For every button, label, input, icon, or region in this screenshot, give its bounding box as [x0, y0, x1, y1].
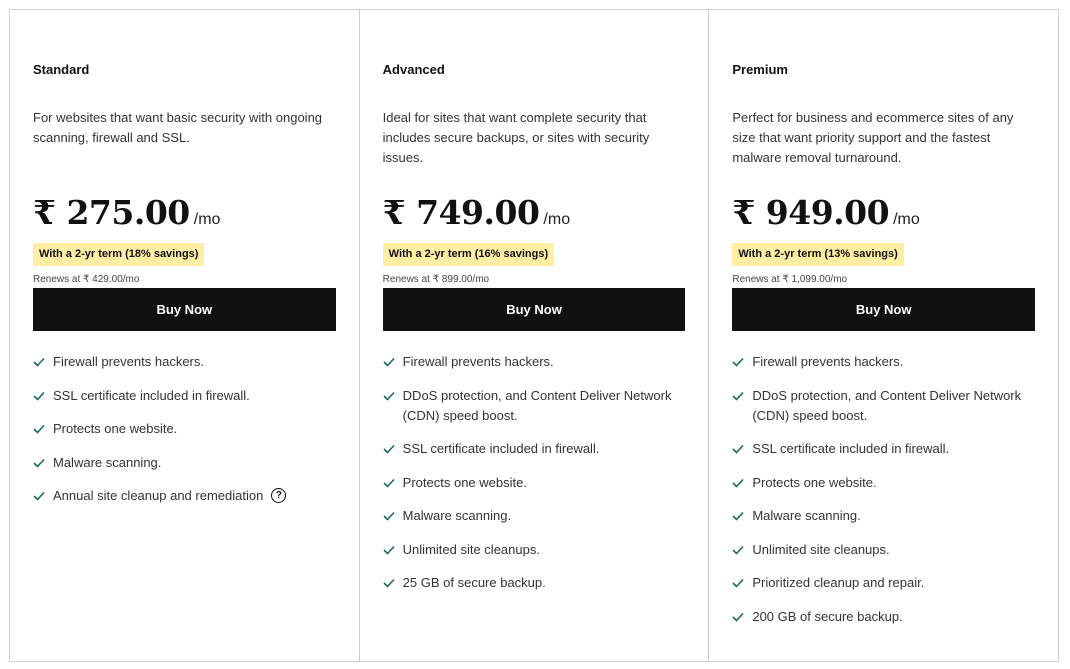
plan-name: Premium	[732, 62, 788, 77]
buy-now-button[interactable]: Buy Now	[732, 288, 1035, 331]
check-icon	[33, 486, 45, 506]
price-row	[732, 193, 919, 232]
feature-item	[383, 439, 691, 459]
pricing-table	[9, 9, 1059, 662]
feature-text: Firewall prevents hackers.	[53, 354, 204, 369]
feature-text: Unlimited site cleanups.	[752, 541, 890, 557]
feature-item	[33, 486, 341, 506]
feature-text: DDoS protection, and Content Deliver Network (CDN) speed boost.	[402, 387, 672, 423]
feature-item	[33, 453, 341, 473]
renewal-price: Renews at ₹ 899.00/mo	[382, 274, 490, 285]
price-period: /mo	[193, 211, 221, 228]
buy-now-button[interactable]: Buy Now	[33, 288, 336, 331]
check-icon	[383, 573, 395, 593]
feature-text: 25 GB of secure backup.	[402, 575, 546, 590]
feature-item	[383, 473, 691, 493]
feature-text: DDoS protection, and Content Deliver Network (CDN) speed boost.	[752, 387, 1022, 423]
feature-item	[732, 607, 1040, 627]
renewal-price: Renews at ₹ 429.00/mo	[33, 274, 140, 285]
feature-item	[33, 386, 341, 406]
plan-card-standard	[10, 10, 359, 661]
feature-list	[732, 352, 1040, 640]
check-icon	[383, 506, 395, 526]
buy-now-button[interactable]: Buy Now	[383, 288, 686, 331]
feature-item	[732, 506, 1040, 526]
check-icon	[732, 386, 744, 406]
feature-item	[732, 540, 1040, 560]
feature-item	[383, 573, 691, 593]
feature-item	[33, 352, 341, 372]
check-icon	[732, 540, 744, 560]
feature-item	[732, 573, 1040, 593]
check-icon	[732, 607, 744, 627]
check-icon	[732, 352, 744, 372]
plan-name: Standard	[33, 62, 90, 77]
price-row	[33, 193, 220, 232]
feature-text: Protects one website.	[53, 421, 178, 436]
feature-list	[383, 352, 691, 607]
feature-text: Malware scanning.	[752, 508, 861, 523]
feature-text: Firewall prevents hackers.	[402, 354, 554, 369]
price-row	[383, 193, 570, 232]
renewal-price: Renews at ₹ 1,099.00/mo	[732, 274, 848, 285]
plan-price: ₹ 949.00	[732, 193, 890, 232]
feature-text: SSL certificate included in firewall.	[752, 441, 950, 456]
feature-text: Protects one website.	[752, 474, 877, 490]
check-icon	[732, 473, 744, 493]
feature-text: Firewall prevents hackers.	[752, 354, 904, 369]
feature-item	[732, 352, 1040, 372]
check-icon	[383, 439, 395, 459]
feature-item	[383, 540, 691, 560]
plan-price: ₹ 275.00	[33, 193, 190, 232]
feature-text: Protects one website.	[402, 474, 527, 490]
feature-text: 200 GB of secure backup.	[752, 608, 903, 624]
savings-badge: With a 2-yr term (16% savings)	[383, 243, 554, 266]
feature-text: SSL certificate included in firewall.	[402, 441, 600, 456]
check-icon	[383, 352, 395, 372]
plan-description: Perfect for business and ecommerce sites of any size that want priority support and the fastest malware removal turnaround.	[732, 110, 1014, 165]
question-circle-icon[interactable]: ?	[271, 488, 286, 503]
feature-text: Prioritized cleanup and repair.	[752, 575, 925, 590]
check-icon	[33, 419, 45, 439]
feature-item	[732, 439, 1040, 459]
check-icon	[33, 352, 45, 372]
plan-description: Ideal for sites that want complete security that includes secure backups, or sites with security issues.	[382, 110, 650, 165]
feature-text: Unlimited site cleanups.	[402, 541, 540, 557]
feature-item	[383, 506, 691, 526]
feature-item	[732, 473, 1040, 493]
feature-item	[33, 419, 341, 439]
check-icon	[732, 573, 744, 593]
feature-item	[732, 386, 1040, 426]
feature-item	[383, 352, 691, 372]
feature-text: Malware scanning.	[402, 508, 512, 523]
feature-text: Annual site cleanup and remediation	[53, 488, 264, 503]
check-icon	[732, 506, 744, 526]
price-period: /mo	[893, 211, 920, 228]
feature-item	[383, 386, 691, 426]
feature-text: Malware scanning.	[53, 454, 162, 470]
plan-name: Advanced	[382, 62, 445, 77]
check-icon	[33, 386, 45, 406]
plan-card-advanced	[359, 10, 709, 661]
savings-badge: With a 2-yr term (13% savings)	[732, 243, 903, 266]
savings-badge: With a 2-yr term (18% savings)	[33, 243, 204, 266]
check-icon	[383, 386, 395, 406]
price-period: /mo	[543, 211, 571, 228]
check-icon	[383, 540, 395, 560]
feature-text: SSL certificate included in firewall.	[53, 387, 250, 403]
plan-description: For websites that want basic security with ongoing scanning, firewall and SSL.	[33, 110, 323, 145]
check-icon	[33, 453, 45, 473]
plan-price: ₹ 749.00	[382, 193, 540, 232]
plan-card-premium	[708, 10, 1058, 661]
check-icon	[383, 473, 395, 493]
feature-list	[33, 352, 341, 520]
check-icon	[732, 439, 744, 459]
